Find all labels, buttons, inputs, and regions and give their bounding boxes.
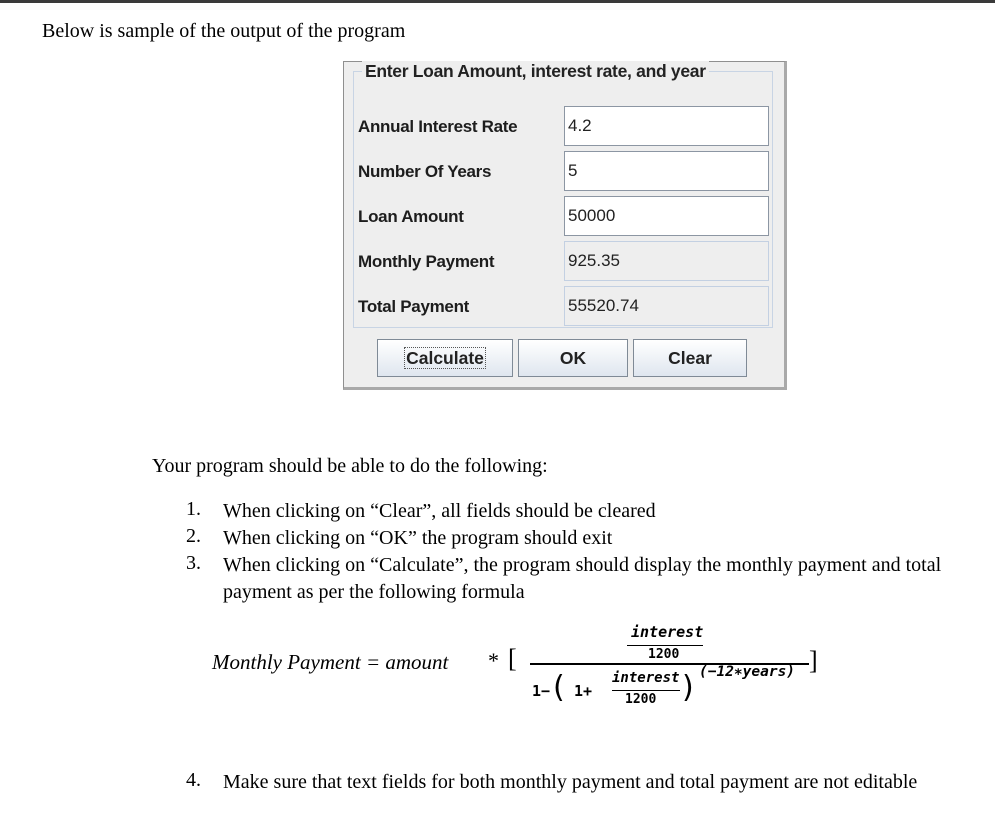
task-intro: Your program should be able to do the following: — [152, 455, 548, 477]
total-payment-label: Total Payment — [358, 297, 470, 316]
list-number: 4. — [186, 769, 201, 791]
denominator-interest: interest — [612, 670, 680, 686]
formula-lhs: Monthly Payment = amount — [212, 650, 449, 674]
number-of-years-input[interactable]: 5 — [564, 151, 769, 191]
denominator-1200: 1200 — [625, 692, 657, 707]
list-number: 1. — [186, 498, 201, 520]
calculate-button[interactable] — [377, 339, 513, 377]
number-of-years-label: Number Of Years — [358, 162, 492, 181]
formula-multiply: * — [488, 648, 499, 673]
numerator-bar — [627, 645, 703, 646]
loan-amount-label: Loan Amount — [358, 207, 464, 226]
calculate-button-label: Calculate — [406, 348, 484, 368]
formula-left-bracket: [ — [508, 644, 517, 673]
denominator-one-minus: 1− — [532, 682, 551, 700]
formula-right-bracket: ] — [809, 646, 818, 675]
denominator-inner-bar — [612, 690, 680, 691]
annual-interest-rate-input[interactable]: 4.2 — [564, 106, 769, 146]
loan-dialog — [343, 61, 787, 390]
list-text: When clicking on “Clear”, all fields should be cleared — [223, 500, 656, 522]
loan-amount-input[interactable]: 50000 — [564, 196, 769, 236]
loan-fieldset — [353, 61, 773, 328]
list-text: When clicking on “Calculate”, the program should display the monthly payment and total payment as per the following formula — [223, 554, 942, 603]
list-text: When clicking on “OK” the program should exit — [223, 527, 613, 549]
clear-button[interactable]: Clear — [633, 339, 747, 377]
ok-button[interactable]: OK — [518, 339, 628, 377]
list-text: Make sure that text fields for both monthly payment and total payment are not editable — [223, 771, 918, 793]
numerator-interest: interest — [631, 623, 704, 641]
list-number: 2. — [186, 525, 201, 547]
top-rule — [0, 0, 995, 3]
numerator-1200: 1200 — [648, 647, 680, 662]
exponent: (−12∗years) — [699, 664, 796, 680]
total-payment-field: 55520.74 — [564, 286, 769, 326]
denominator-one-plus: 1+ — [574, 682, 593, 700]
paren-close: ) — [682, 670, 694, 705]
monthly-payment-field: 925.35 — [564, 241, 769, 281]
paren-open: ( — [553, 670, 565, 705]
annual-interest-rate-label: Annual Interest Rate — [358, 117, 518, 136]
fieldset-legend: Enter Loan Amount, interest rate, and year — [362, 61, 709, 82]
monthly-payment-label: Monthly Payment — [358, 252, 495, 271]
monthly-payment-formula — [212, 620, 832, 720]
intro-text: Below is sample of the output of the program — [42, 20, 406, 42]
list-number: 3. — [186, 552, 201, 574]
